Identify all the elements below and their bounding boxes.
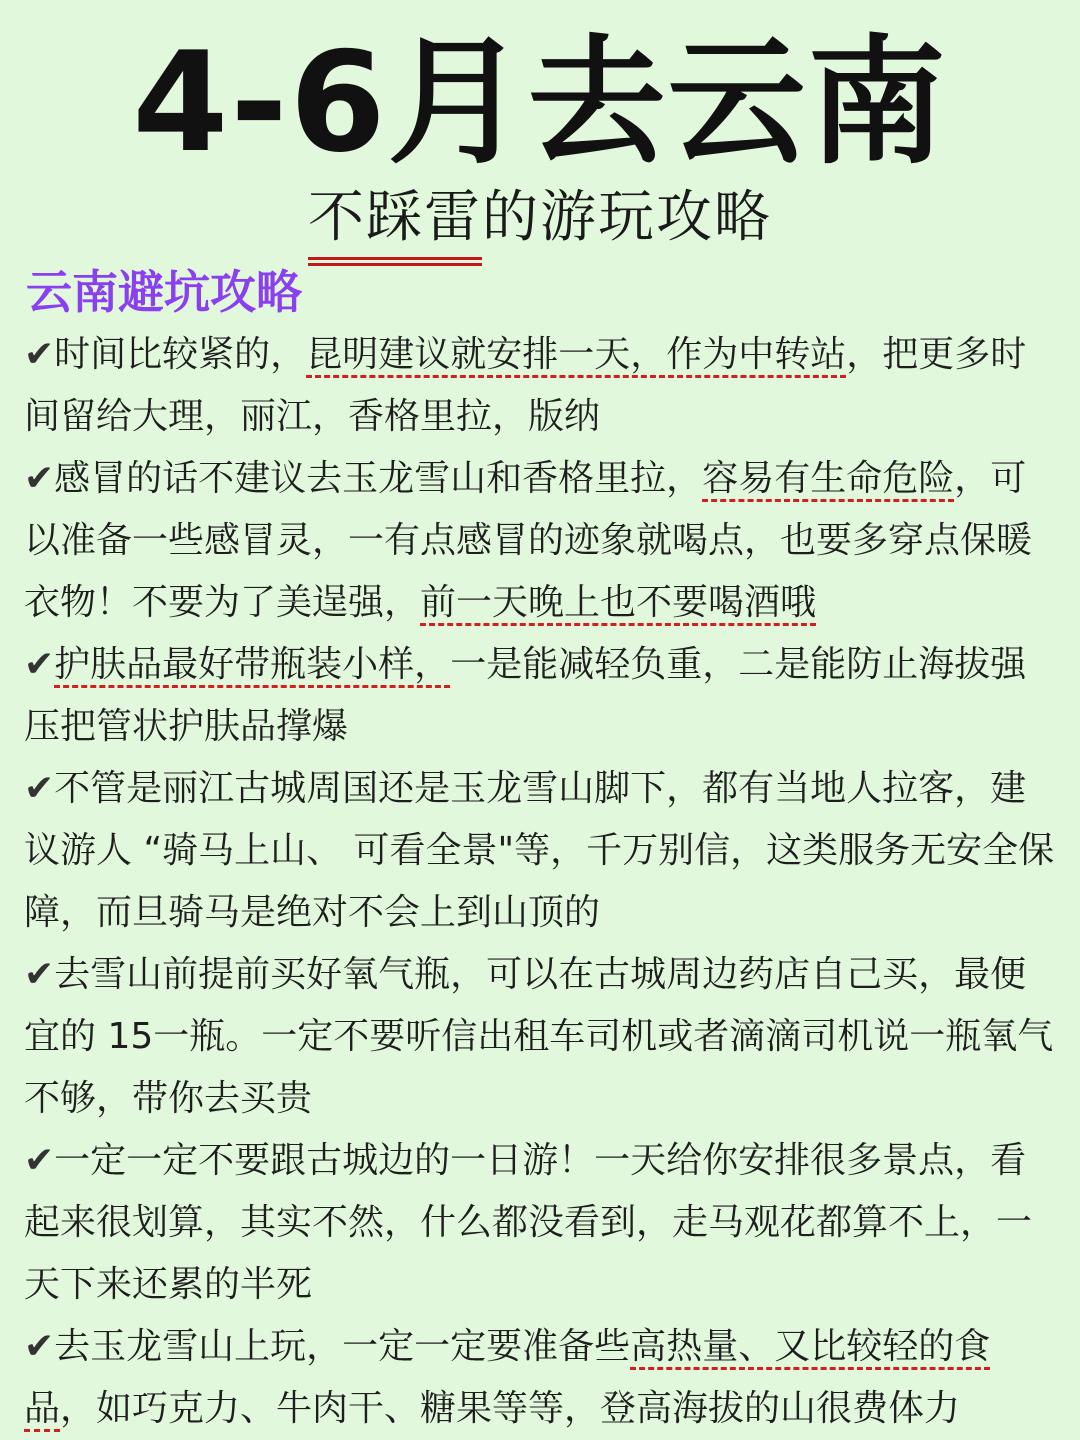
subtitle-highlight: 不踩雷 [308, 182, 482, 254]
item-highlight: 高热量、又比较轻的食品 [24, 1326, 991, 1429]
item-text: 去雪山前提前买好氧气瓶，可以在古城周边药店自己买，最便宜的 15一瓶。一定不要听信出租车司机或者滴滴司机说一瓶氧气不够，带你去买贵 [24, 954, 1054, 1119]
subtitle-rest: 的游玩攻略 [482, 185, 772, 250]
item-highlight: 护肤品最好带瓶装小样， [54, 644, 451, 685]
item-highlight: 前一天晚上也不要喝酒哦 [420, 582, 817, 623]
item-text: 时间比较紧的， [54, 334, 307, 375]
subtitle [0, 182, 1080, 254]
check-icon: ✔ [24, 1326, 55, 1367]
item-text: 去玉龙雪山上玩，一定一定要准备些 [54, 1326, 631, 1367]
item-highlight: 昆明建议就安排一天，作为中转站 [306, 334, 847, 375]
item-text: 一是能减轻负重，二是能防止海拔强压把管状护肤品撑爆 [24, 644, 1027, 747]
list-item [24, 758, 1056, 944]
list-item [24, 1130, 1056, 1316]
page-title: 4-6月去云南 [132, 22, 948, 183]
item-highlight: 容易有生命危险 [702, 458, 955, 499]
item-text: 一定一定不要跟古城边的一日游！一天给你安排很多景点，看起来很划算，其实不然，什么都没看到，走马观花都算不上，一天下来还累的半死 [24, 1140, 1033, 1305]
check-icon: ✔ [24, 644, 55, 685]
check-icon: ✔ [24, 1140, 55, 1181]
section-title: 云南避坑攻略 [26, 265, 302, 319]
list-item [24, 324, 1056, 448]
item-text: 不管是丽江古城周国还是玉龙雪山脚下，都有当地人拉客，建议游人 “骑马上山、 可看全景"等，千万别信，这类服务无安全保障，而旦骑马是绝对不会上到山顶的 [24, 768, 1055, 933]
list-item [24, 634, 1056, 758]
check-icon: ✔ [24, 334, 55, 375]
item-text: ，可以准备一些感冒灵，一有点感冒的迹象就喝点，也要多穿点保暖衣物！不要为了美逞强， [24, 458, 1033, 623]
list-item [24, 944, 1056, 1130]
check-icon: ✔ [24, 458, 55, 499]
check-icon: ✔ [24, 768, 55, 809]
check-icon: ✔ [24, 954, 55, 995]
item-text: 感冒的话不建议去玉龙雪山和香格里拉， [54, 458, 703, 499]
list-item [24, 1316, 1056, 1440]
item-text: ，把更多时间留给大理，丽江，香格里拉，版纳 [24, 334, 1027, 437]
list-item [24, 448, 1056, 634]
tips-list [24, 324, 1056, 1440]
item-text: ，如巧克力、牛肉干、糖果等等，登高海拔的山很费体力 [60, 1388, 961, 1429]
